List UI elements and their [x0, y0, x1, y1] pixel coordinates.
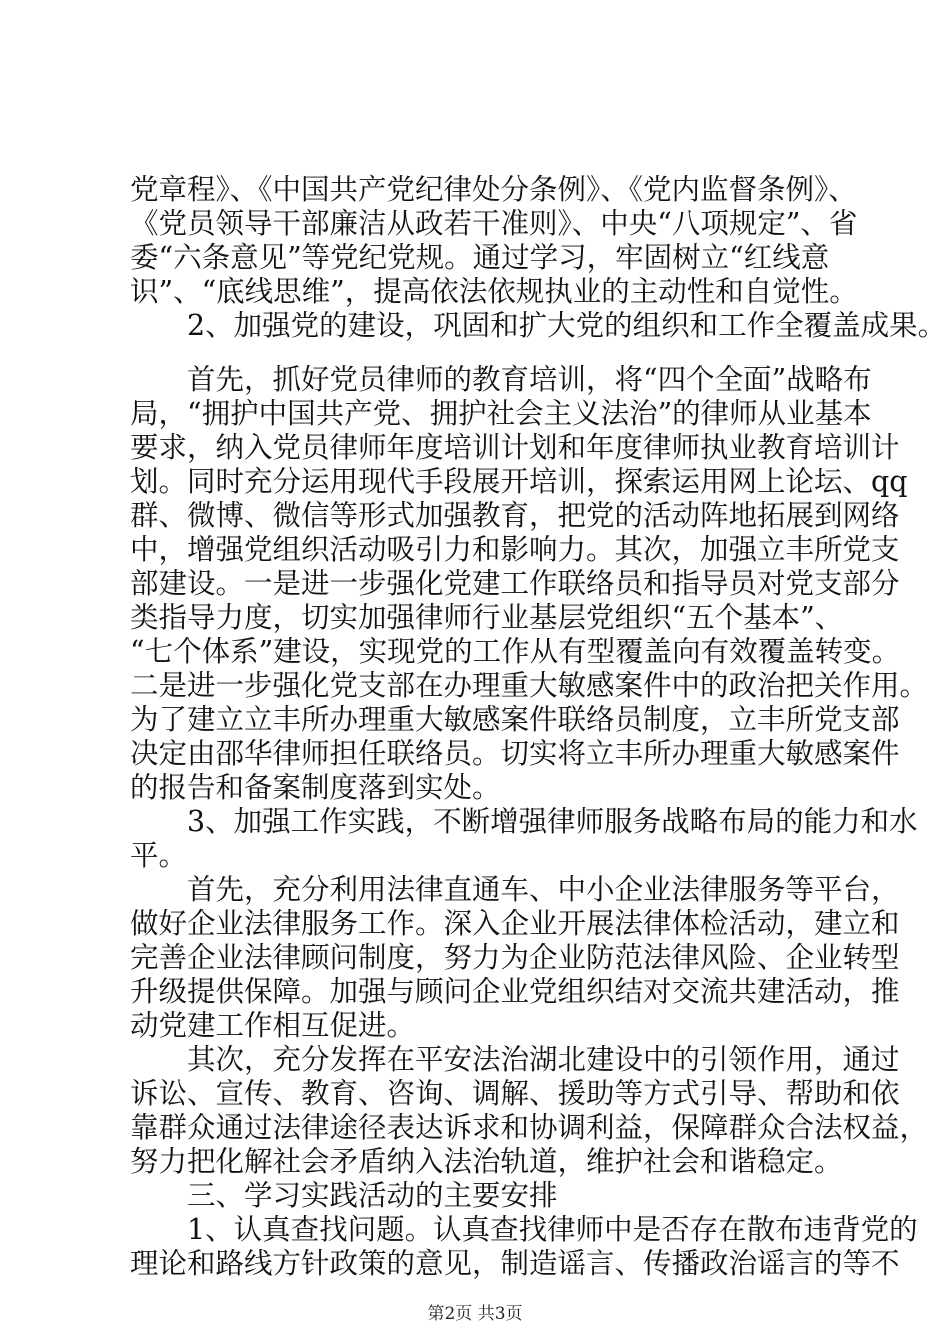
text-line: 1、认真查找问题。认真查找律师中是否存在散布违背党的 [130, 1213, 918, 1246]
text-line: 诉讼、宣传、教育、咨询、调解、援助等方式引导、帮助和依 [130, 1077, 900, 1110]
section-heading: 2、加强党的建设，巩固和扩大党的组织和工作全覆盖成果。 [130, 309, 947, 342]
text-line: 平。 [130, 839, 188, 872]
text-line: 二是进一步强化党支部在办理重大敏感案件中的政治把关作用。 [130, 669, 929, 702]
page-footer: 第2页 共3页 [427, 1304, 523, 1324]
text-line: 其次，充分发挥在平安法治湖北建设中的引领作用，通过 [130, 1043, 900, 1076]
text-line: 靠群众通过法律途径表达诉求和协调利益，保障群众合法权益， [130, 1111, 929, 1144]
section-heading: 三、学习实践活动的主要安排 [130, 1179, 558, 1212]
text-line: 党章程》、《中国共产党纪律处分条例》、《党内监督条例》、 [130, 173, 857, 206]
text-line: 首先，充分利用法律直通车、中小企业法律服务等平台， [130, 873, 900, 906]
section-heading: 3、加强工作实践，不断增强律师服务战略布局的能力和水 [130, 805, 918, 838]
text-line: 识”、“底线思维”，提高依法依规执业的主动性和自觉性。 [130, 275, 858, 308]
text-line: “七个体系”建设，实现党的工作从有型覆盖向有效覆盖转变。 [130, 635, 901, 668]
text-line: 委“六条意见”等党纪党规。通过学习，牢固树立“红线意 [130, 241, 830, 274]
text-line: 理论和路线方针政策的意见，制造谣言、传播政治谣言的等不 [130, 1247, 900, 1280]
text-line: 局，“拥护中国共产党、拥护社会主义法治”的律师从业基本 [130, 397, 872, 430]
text-line: 决定由邵华律师担任联络员。切实将立丰所办理重大敏感案件 [130, 737, 900, 770]
text-line: 为了建立立丰所办理重大敏感案件联络员制度，立丰所党支部 [130, 703, 900, 736]
text-line: 部建设。一是进一步强化党建工作联络员和指导员对党支部分 [130, 567, 900, 600]
text-line: 群、微博、微信等形式加强教育，把党的活动阵地拓展到网络 [130, 499, 900, 532]
text-line: 动党建工作相互促进。 [130, 1009, 416, 1042]
text-line: 完善企业法律顾问制度，努力为企业防范法律风险、企业转型 [130, 941, 900, 974]
text-line: 升级提供保障。加强与顾问企业党组织结对交流共建活动，推 [130, 975, 900, 1008]
text-line: 首先，抓好党员律师的教育培训，将“四个全面”战略布 [130, 363, 872, 396]
text-line: 的报告和备案制度落到实处。 [130, 771, 501, 804]
text-line: 努力把化解社会矛盾纳入法治轨道，维护社会和谐稳定。 [130, 1145, 843, 1178]
text-line: 要求，纳入党员律师年度培训计划和年度律师执业教育培训计 [130, 431, 900, 464]
text-line: 《党员领导干部廉洁从政若干准则》、中央“八项规定”、省 [130, 207, 858, 240]
text-line: 做好企业法律服务工作。深入企业开展法律体检活动，建立和 [130, 907, 900, 940]
text-line: 类指导力度，切实加强律师行业基层党组织“五个基本”、 [130, 601, 844, 634]
text-line: 划。同时充分运用现代手段展开培训，探索运用网上论坛、qq [130, 465, 908, 498]
text-line: 中，增强党组织活动吸引力和影响力。其次，加强立丰所党支 [130, 533, 900, 566]
